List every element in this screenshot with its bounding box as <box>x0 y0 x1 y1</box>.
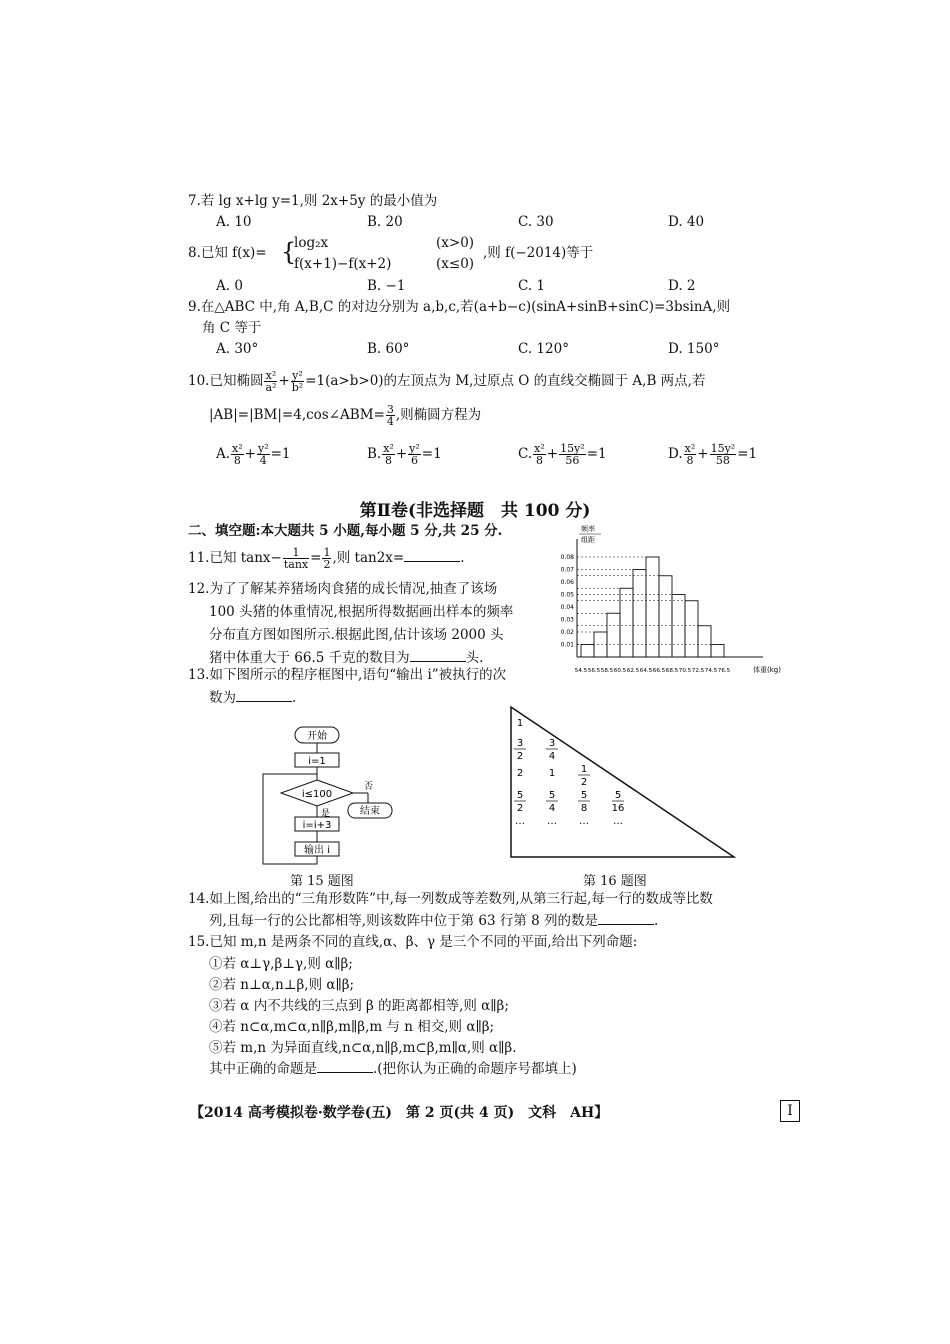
cos-fraction: $\frac{3}{4}$ <box>386 403 394 428</box>
triangle-cell-numerator: 5 <box>516 790 524 801</box>
triangle-cell: … <box>547 816 557 827</box>
triangle-cell: 1 <box>516 718 524 729</box>
q10-option-a: A. $\frac{\text{x²}}{8}$ + $\frac{\text{y²}}{4}$ =1 <box>216 442 291 467</box>
q12-line2: 100 头猪的体重情况,根据所得数据画出样本的频率 <box>209 604 514 620</box>
q8-option-d: D. 2 <box>668 278 696 294</box>
x-tick-label: 58.5 <box>600 668 614 674</box>
q15-prop1: ①若 α⊥γ,β⊥γ,则 α∥β; <box>209 956 353 972</box>
flow-init-text: i=1 <box>308 756 326 767</box>
q13-line2: 数为 . <box>209 690 297 706</box>
q9-option-b: B. 60° <box>367 341 410 357</box>
q8-cond1: (x>0) <box>436 235 475 251</box>
triangle-cell: … <box>579 816 589 827</box>
histogram-bar <box>685 601 698 657</box>
q14-answer-blank[interactable] <box>598 912 654 925</box>
q15-answer-blank[interactable] <box>317 1060 373 1073</box>
q10-tail: =1(a>b>0)的左顶点为 M,过原点 O 的直线交椭圆于 A,B 两点,若 <box>305 373 706 389</box>
ellipse-y-term: $\frac{\text{y²}}{\text{b²}}$ <box>291 369 304 394</box>
flow-cond-text: i≤100 <box>301 789 333 800</box>
page-mark: Ⅰ <box>780 1100 800 1122</box>
y-tick-label: 0.02 <box>560 629 574 636</box>
q10-option-c: C. $\frac{\text{x²}}{8}$ + $\frac{\text{15y²}}{56}$ =1 <box>518 442 607 467</box>
q9-option-a: A. 30° <box>216 341 259 357</box>
q12-line1: 12.为了了解某养猪场肉食猪的成长情况,抽查了该场 <box>188 581 498 597</box>
flow-output-text: 输出 i <box>304 845 330 856</box>
flow-yes-label: 是 <box>321 809 331 819</box>
y-tick-label: 0.04 <box>560 604 574 611</box>
q15-prop5: ⑤若 m,n 为异面直线,n⊂α,n∥β,m⊂β,m∥α,则 α∥β. <box>209 1040 517 1056</box>
q11-answer-blank[interactable] <box>404 549 460 562</box>
triangle-cell-numerator: 5 <box>614 790 622 801</box>
y-axis-label-bottom: 组距 <box>581 536 595 544</box>
q8-case1: log₂x <box>294 235 329 251</box>
x-tick-label: 74.5 <box>704 668 718 674</box>
triangle-outline <box>511 707 734 857</box>
y-tick-label: 0.06 <box>560 579 574 586</box>
x-tick-label: 70.5 <box>678 668 692 674</box>
q9-stem-2: 角 C 等于 <box>202 320 262 336</box>
q15-last: 其中正确的命题是 .(把你认为正确的命题序号都填上) <box>209 1061 577 1077</box>
fig15-caption: 第 15 题图 <box>290 874 354 889</box>
x-tick-label: 66.5 <box>652 668 666 674</box>
q8-cond2: (x≤0) <box>436 256 475 272</box>
x-tick-label: 76.5 <box>717 668 731 674</box>
x-tick-label: 68.5 <box>665 668 679 674</box>
q10-lead: 10.已知椭圆 <box>188 373 264 389</box>
q10-line1: 10.已知椭圆 $\frac{\text{x²}}{\text{a²}}$ + $\frac{\text{y²}}{\text{b²}}$ =1(a>b>0)的左顶点为 M,过原点 O 的直线交椭圆于 A,B 两点,若 <box>188 369 706 394</box>
q9-option-d: D. 150° <box>668 341 720 357</box>
q10-option-d: D. $\frac{\text{x²}}{8}$ + $\frac{\text{15y²}}{58}$ =1 <box>668 442 758 467</box>
q12-line4: 猪中体重大于 66.5 千克的数目为 头. <box>209 650 484 666</box>
q9-option-c: C. 120° <box>518 341 569 357</box>
y-tick-label: 0.01 <box>560 641 574 649</box>
q12-line3: 分布直方图如图所示.根据此图,估计该场 2000 头 <box>209 627 504 643</box>
flow-step-text: i=i+3 <box>302 820 332 831</box>
triangle-cell: … <box>613 816 623 827</box>
q7-option-a: A. 10 <box>216 214 252 230</box>
histogram-bar <box>659 576 672 657</box>
q14-line1: 14.如上图,给出的“三角形数阵”中,每一列数成等差数列,从第三行起,每一行的数成等比数 <box>188 891 713 907</box>
q13-answer-blank[interactable] <box>236 689 292 702</box>
x-tick-label: 60.5 <box>613 668 627 674</box>
q15-prop3: ③若 α 内不共线的三点到 β 的距离都相等,则 α∥β; <box>209 998 509 1014</box>
histogram-bar <box>581 645 594 658</box>
q15-prop2: ②若 n⊥α,n⊥β,则 α∥β; <box>209 977 355 993</box>
triangle-cell-denominator: 2 <box>516 751 524 762</box>
ellipse-x-term: $\frac{\text{x²}}{\text{a²}}$ <box>265 369 277 394</box>
histogram-bar <box>646 557 659 657</box>
x-axis-label: 体重(kg) <box>753 666 781 674</box>
q10-line2a: |AB|=|BM|=4,cos∠ABM= <box>209 407 385 423</box>
x-tick-label: 62.5 <box>626 668 640 674</box>
q8-brace: { <box>281 238 297 266</box>
q11-line: 11.已知 tanx− $\frac{1}{\tan x}$ = $\frac{1}{2}$ ,则 tan2x= . <box>188 546 465 571</box>
q8-lead: 8.已知 f(x)= <box>188 245 267 261</box>
triangle-cell-numerator: 3 <box>548 738 556 749</box>
histogram-bar <box>711 645 724 658</box>
triangle-array <box>508 704 738 864</box>
triangle-cell-denominator: 4 <box>548 751 556 762</box>
histogram-bar <box>607 613 620 657</box>
x-tick-label: 56.5 <box>587 668 601 674</box>
section-title: 第Ⅱ卷(非选择题 共 100 分) <box>359 501 591 521</box>
q8-option-c: C. 1 <box>518 278 546 294</box>
histogram-bar <box>620 588 633 657</box>
y-tick-label: 0.08 <box>560 554 574 561</box>
q10-line2 <box>209 403 481 427</box>
triangle-cell-denominator: 8 <box>580 803 588 814</box>
flow-end-text: 结束 <box>360 806 380 817</box>
triangle-cell: 1 <box>548 768 556 779</box>
triangle-cell: … <box>515 816 525 827</box>
q7-option-c: C. 30 <box>518 214 554 230</box>
q15-line1: 15.已知 m,n 是两条不同的直线,α、β、γ 是三个不同的平面,给出下列命题: <box>188 934 638 950</box>
flow-no-label: 否 <box>364 782 374 792</box>
q14-line2: 列,且每一行的公比都相等,则该数阵中位于第 63 行第 8 列的数是 . <box>209 913 659 929</box>
triangle-cell-numerator: 1 <box>580 764 588 775</box>
q8-tail: ,则 f(−2014)等于 <box>483 245 594 261</box>
triangle-cell-denominator: 4 <box>548 803 556 814</box>
q8-case2: f(x+1)−f(x+2) <box>294 256 392 272</box>
histogram-bar <box>698 626 711 657</box>
triangle-cell-denominator: 2 <box>580 777 588 788</box>
y-axis-label-top: 频率 <box>581 525 595 533</box>
fill-in-header: 二、填空题:本大题共 5 小题,每小题 5 分,共 25 分. <box>188 523 503 539</box>
page-footer: 【2014 高考模拟卷·数学卷(五) 第 2 页(共 4 页) 文科 AH】 <box>190 1105 609 1121</box>
x-tick-label: 54.5 <box>574 668 588 674</box>
x-tick-label: 72.5 <box>691 668 705 674</box>
q8-option-b: B. −1 <box>367 278 406 294</box>
histogram-bar <box>633 570 646 658</box>
flow-start-text: 开始 <box>307 731 327 742</box>
fig16-caption: 第 16 题图 <box>583 874 647 889</box>
y-tick-label: 0.07 <box>560 566 574 574</box>
q10-option-b: B. $\frac{\text{x²}}{8}$ + $\frac{\text{y²}}{6}$ =1 <box>367 442 442 467</box>
q7-option-d: D. 40 <box>668 214 705 230</box>
q8-option-a: A. 0 <box>216 278 243 294</box>
q10-line2b: ,则椭圆方程为 <box>395 407 482 423</box>
triangle-cell-numerator: 3 <box>516 738 524 749</box>
q13-line1: 13.如下图所示的程序框图中,语句“输出 i”被执行的次 <box>188 667 507 683</box>
q15-prop4: ④若 n⊂α,m⊂α,n∥β,m∥β,m 与 n 相交,则 α∥β; <box>209 1019 495 1035</box>
q7-option-b: B. 20 <box>367 214 403 230</box>
frequency-histogram <box>545 525 781 685</box>
flowchart <box>258 724 418 874</box>
triangle-cell-denominator: 16 <box>611 803 625 814</box>
triangle-cell-numerator: 5 <box>580 790 588 801</box>
y-tick-label: 0.05 <box>560 591 574 599</box>
q9-stem: 9.在△ABC 中,角 A,B,C 的对边分别为 a,b,c,若(a+b−c)(sinA+sinB+sinC)=3bsinA,则 <box>188 299 731 315</box>
q7-stem: 7.若 lg x+lg y=1,则 2x+5y 的最小值为 <box>188 193 438 209</box>
triangle-cell: 2 <box>516 768 524 779</box>
triangle-cell-numerator: 5 <box>548 790 556 801</box>
triangle-cell-denominator: 2 <box>516 803 524 814</box>
q12-answer-blank[interactable] <box>410 649 466 662</box>
y-tick-label: 0.03 <box>560 616 574 624</box>
x-tick-label: 64.5 <box>639 668 653 674</box>
